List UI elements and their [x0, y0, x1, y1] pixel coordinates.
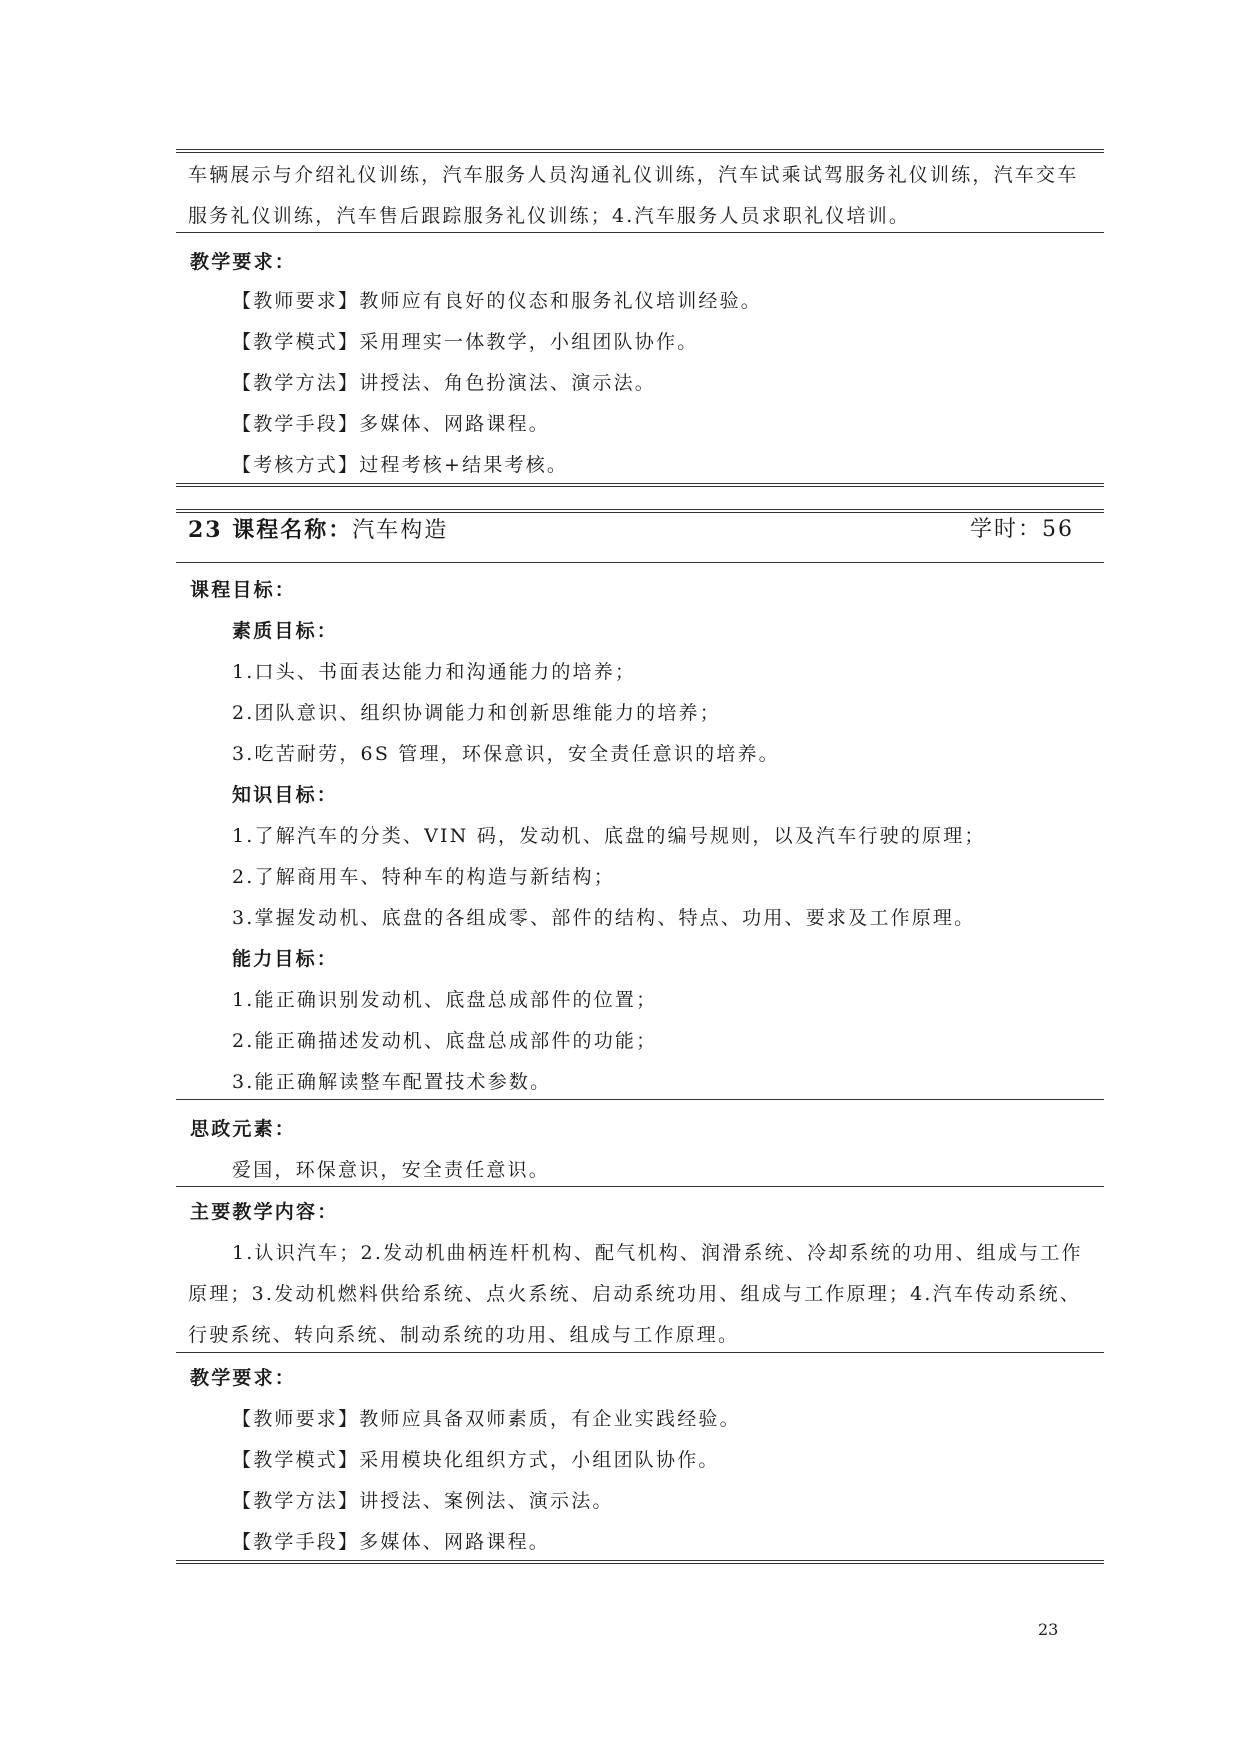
course-hours: 学时：56 [970, 517, 1074, 542]
requirement-mode: 【教学模式】采用模块化组织方式，小组团队协作。 [232, 1449, 720, 1471]
content-line-2: 原理；3.发动机燃料供给系统、点火系统、启动系统功用、组成与工作原理；4.汽车传动系统、 [188, 1283, 1082, 1305]
bottom-double-rule [176, 1560, 1104, 1564]
ideology-heading: 思政元素： [190, 1118, 297, 1140]
divider [176, 1099, 1104, 1100]
prev-requirements-heading: 教学要求： [190, 251, 297, 273]
quality-item-2: 2.团队意识、组织协调能力和创新思维能力的培养； [232, 702, 721, 724]
knowledge-item-3: 3.掌握发动机、底盘的各组成零、部件的结构、特点、功用、要求及工作原理。 [232, 907, 976, 929]
prev-requirement-assessment: 【考核方式】过程考核+结果考核。 [232, 454, 569, 476]
divider [176, 562, 1104, 563]
prev-content-line-2: 服务礼仪训练，汽车售后跟踪服务礼仪训练；4.汽车服务人员求职礼仪培训。 [188, 205, 911, 227]
ability-item-3: 3.能正确解读整车配置技术参数。 [232, 1071, 552, 1093]
course-header-double-rule [176, 509, 1104, 513]
course-title [188, 516, 448, 545]
prev-requirement-means: 【教学手段】多媒体、网路课程。 [232, 413, 551, 435]
divider [176, 1186, 1104, 1187]
prev-requirement-method: 【教学方法】讲授法、角色扮演法、演示法。 [232, 372, 657, 394]
content-heading: 主要教学内容： [190, 1201, 339, 1223]
requirement-method: 【教学方法】讲授法、案例法、演示法。 [232, 1490, 614, 1512]
ideology-text: 爱国，环保意识，安全责任意识。 [232, 1159, 551, 1181]
knowledge-heading: 知识目标： [232, 784, 339, 806]
prev-requirement-teacher: 【教师要求】教师应有良好的仪态和服务礼仪培训经验。 [232, 290, 763, 312]
page-number: 23 [1038, 1620, 1059, 1639]
requirement-teacher: 【教师要求】教师应具备双师素质，有企业实践经验。 [232, 1408, 741, 1430]
knowledge-item-2: 2.了解商用车、特种车的构造与新结构； [232, 866, 615, 888]
course-name: 汽车构造 [352, 518, 449, 543]
requirement-means: 【教学手段】多媒体、网路课程。 [232, 1531, 551, 1553]
top-double-rule [176, 149, 1104, 153]
objectives-heading: 课程目标： [190, 579, 297, 601]
requirements-heading: 教学要求： [190, 1367, 297, 1389]
quality-heading: 素质目标： [232, 620, 339, 642]
section-end-double-rule [176, 483, 1104, 487]
knowledge-item-1: 1.了解汽车的分类、VIN 码，发动机、底盘的编号规则，以及汽车行驶的原理； [232, 825, 986, 847]
ability-heading: 能力目标： [232, 948, 339, 970]
course-number-label: 23 课程名称： [188, 517, 353, 543]
ability-item-1: 1.能正确识别发动机、底盘总成部件的位置； [232, 989, 658, 1011]
quality-item-3: 3.吃苦耐劳，6S 管理，环保意识，安全责任意识的培养。 [232, 743, 780, 765]
content-line-3: 行驶系统、转向系统、制动系统的功用、组成与工作原理。 [188, 1324, 740, 1346]
divider [176, 232, 1104, 233]
prev-content-line-1: 车辆展示与介绍礼仪训练，汽车服务人员沟通礼仪训练，汽车试乘试驾服务礼仪训练，汽车交车 [188, 164, 1079, 186]
divider [176, 1352, 1104, 1353]
ability-item-2: 2.能正确描述发动机、底盘总成部件的功能； [232, 1030, 658, 1052]
content-line-1: 1.认识汽车；2.发动机曲柄连杆机构、配气机构、润滑系统、冷却系统的功用、组成与工作 [232, 1242, 1083, 1264]
prev-requirement-mode: 【教学模式】采用理实一体教学，小组团队协作。 [232, 331, 699, 353]
quality-item-1: 1.口头、书面表达能力和沟通能力的培养； [232, 661, 637, 683]
